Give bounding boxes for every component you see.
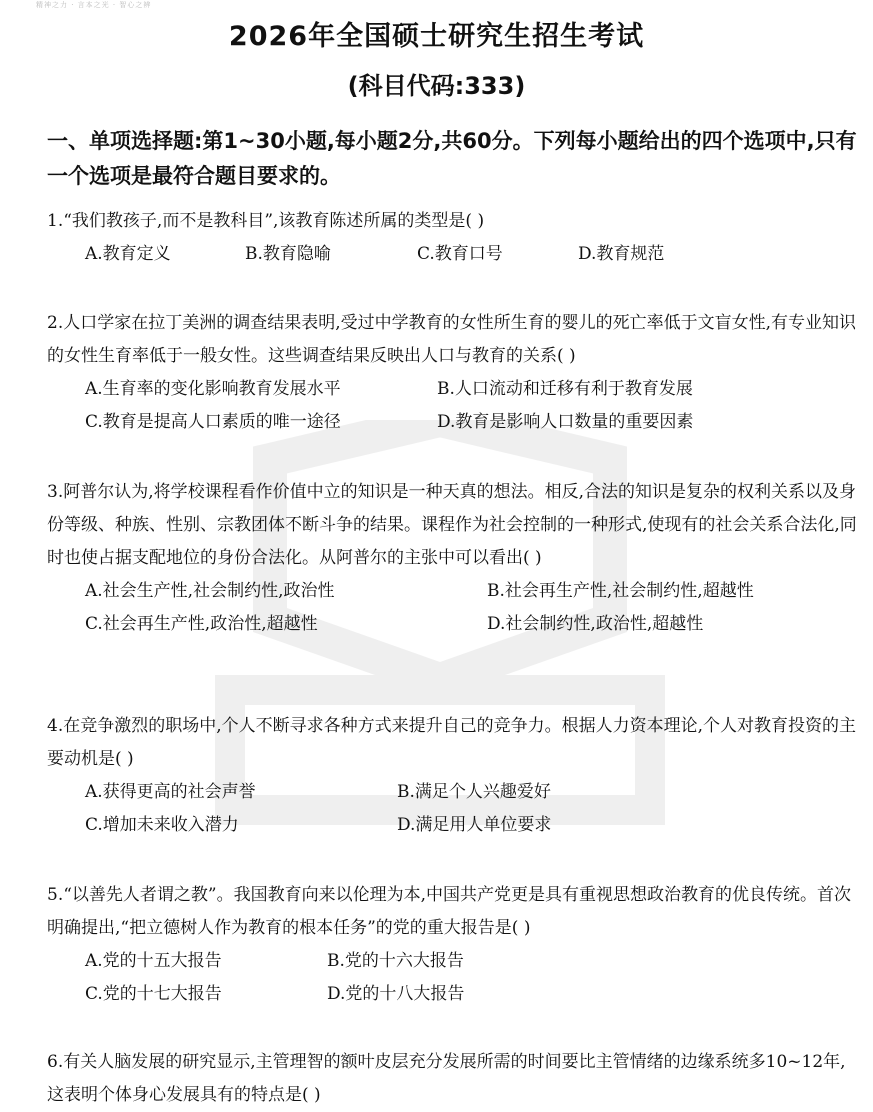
option-row [47,406,859,439]
option-a: A.党的十五大报告 [85,951,222,971]
question-2 [47,307,859,439]
option-a: A.教育定义 [85,244,171,264]
option-row [47,945,859,978]
option-b: B.满足个人兴趣爱好 [397,782,551,802]
option-b: B.人口流动和迁移有利于教育发展 [437,379,693,399]
option-row [47,608,859,641]
question-stem: 3.阿普尔认为,将学校课程看作价值中立的知识是一种天真的想法。相反,合法的知识是复杂的权利关系以及身份等级、种族、性别、宗教团体不断斗争的结果。课程作为社会控制的一种形式,使现有的社会关系合法化,同时也使占据支配地位的身份合法化。从阿普尔的主张中可以看出( ) [47,482,857,568]
question-stem: 6.有关人脑发展的研究显示,主管理智的额叶皮层充分发展所需的时间要比主管情绪的边缘系统多10~12年,这表明个体身心发展具有的特点是( ) [47,1052,846,1105]
option-row [47,809,859,842]
section-heading: 一、单项选择题:第1~30小题,每小题2分,共60分。下列每小题给出的四个选项中,只有一个选项是最符合题目要求的。 [47,129,857,188]
option-a: A.社会生产性,社会制约性,政治性 [85,581,335,601]
option-b: B.教育隐喻 [245,244,331,264]
option-b: B.社会再生产性,社会制约性,超越性 [487,581,754,601]
option-row [47,238,859,271]
option-c: C.社会再生产性,政治性,超越性 [85,614,318,634]
question-stem: 5.“以善先人者谓之教”。我国教育向来以伦理为本,中国共产党更是具有重视思想政治教育的优良传统。首次明确提出,“把立德树人作为教育的根本任务”的党的重大报告是( ) [47,885,852,938]
option-c: C.增加未来收入潜力 [85,815,239,835]
option-row [47,978,859,1011]
option-d: D.教育规范 [578,244,665,264]
question-stem: 2.人口学家在拉丁美洲的调查结果表明,受过中学教育的女性所生育的婴儿的死亡率低于文盲女性,有专业知识的女性生育率低于一般女性。这些调查结果反映出人口与教育的关系( ) [47,313,857,366]
option-a: A.生育率的变化影响教育发展水平 [85,379,341,399]
option-d: D.党的十八大报告 [327,984,465,1004]
option-c: C.教育是提高人口素质的唯一途径 [85,412,341,432]
option-b: B.党的十六大报告 [327,951,464,971]
question-6 [47,1046,859,1112]
option-row [47,776,859,809]
subject-code: (科目代码:333) [347,72,526,100]
option-d: D.社会制约性,政治性,超越性 [487,614,704,634]
option-c: C.党的十七大报告 [85,984,222,1004]
question-1 [47,205,859,271]
question-stem: 1.“我们教孩子,而不是教科目”,该教育陈述所属的类型是( ) [47,211,485,231]
option-d: D.满足用人单位要求 [397,815,552,835]
question-stem: 4.在竞争激烈的职场中,个人不断寻求各种方式来提升自己的竞争力。根据人力资本理论,个人对教育投资的主要动机是( ) [47,716,857,769]
option-c: C.教育口号 [417,244,503,264]
option-row [47,373,859,406]
option-row [47,575,859,608]
option-d: D.教育是影响人口数量的重要因素 [437,412,694,432]
question-4 [47,710,859,842]
question-3 [47,476,859,641]
page-title: 2026年全国硕士研究生招生考试 [228,21,645,52]
question-5 [47,879,859,1011]
header-tagline: 精神之力 · 言本之光 · 智心之辨 [36,1,152,9]
option-a: A.获得更高的社会声誉 [85,782,256,802]
